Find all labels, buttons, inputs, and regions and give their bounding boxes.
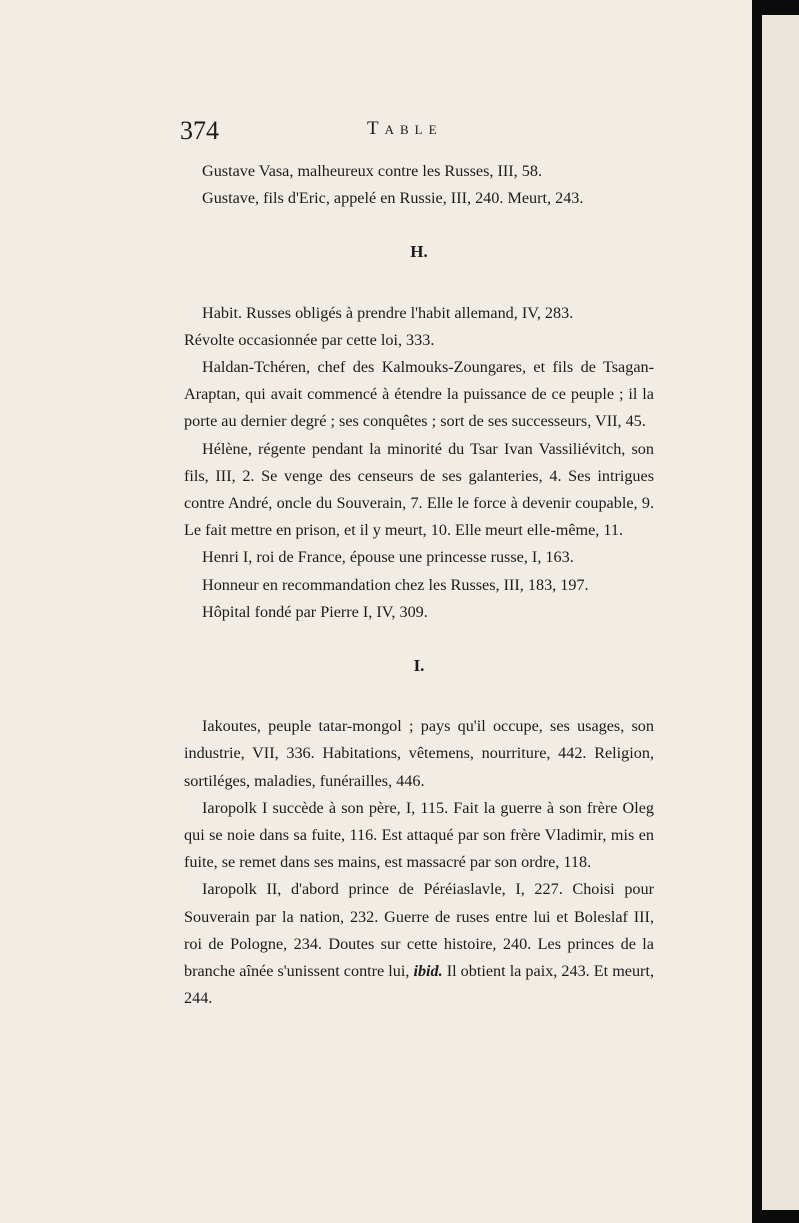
- index-entry: [184, 876, 654, 1012]
- index-entry-continuation: Révolte occasionnée par cette loi, 333.: [184, 330, 435, 349]
- index-entry: Henri I, roi de France, épouse une princesse russe, I, 163.: [202, 548, 574, 567]
- ibid-reference: ibid.: [413, 962, 443, 981]
- index-entry: Iakoutes, peuple tatar-mongol ; pays qu'il occupe, ses usages, son industrie, VII, 336. Habitations, vêtemens, nourriture, 442. Religion, sortiléges, maladies, funérailles, 446.: [184, 717, 654, 790]
- index-entry: Gustave Vasa, malheureux contre les Russes, III, 58.: [202, 162, 542, 180]
- index-entry: Haldan-Tchéren, chef des Kalmouks-Zoungares, et fils de Tsagan-Araptan, qui avait commencé à étendre la puissance de ce peuple ; il la porte au dernier degré ; ses conquêtes ; sort de ses successeurs, VII, 45.: [184, 358, 654, 431]
- index-entry: Hélène, régente pendant la minorité du Tsar Ivan Vassiliévitch, son fils, III, 2. Se venge des censeurs de ses galanteries, 4. Ses intrigues contre André, oncle du Souverain, 7. Elle le force à devenir coupable, 9. Le fait mettre en prison, et il y meurt, 10. Elle meurt elle-même, 11.: [184, 439, 654, 540]
- index-content: [184, 158, 654, 1012]
- section-letter-i: I.: [413, 656, 425, 676]
- index-entry: Honneur en recommandation chez les Russes, III, 183, 197.: [202, 575, 589, 594]
- entry-text: Iaropolk II, d'abord prince de Péréiaslavle, I, 227. Choisi pour Souverain par la nation, 232. Guerre de ruses entre lui et Boleslaf III, roi de Pologne, 234. Doutes sur cette histoire, 240. Les princes de la branche aînée s'unissent contre lui,: [184, 880, 654, 981]
- entry-text: Il obtient la paix, 243. Et meurt, 244.: [184, 962, 654, 1008]
- index-entry: Gustave, fils d'Eric, appelé en Russie, III, 240. Meurt, 243.: [202, 189, 584, 208]
- running-title: Table: [367, 118, 443, 139]
- index-entry: Iaropolk I succède à son père, I, 115. Fait la guerre à son frère Oleg qui se noie dans sa fuite, 116. Est attaqué par son frère Vladimir, mis en fuite, se remet dans ses mains, est massacré par son ordre, 118.: [184, 798, 654, 872]
- adjacent-page-edge: [762, 15, 799, 1210]
- page-header: [180, 116, 660, 148]
- section-letter-h: H.: [410, 242, 428, 262]
- index-entry: Habit. Russes obligés à prendre l'habit allemand, IV, 283.: [202, 303, 574, 322]
- index-entry: Hôpital fondé par Pierre I, IV, 309.: [202, 602, 428, 621]
- page-number: 374: [180, 116, 219, 145]
